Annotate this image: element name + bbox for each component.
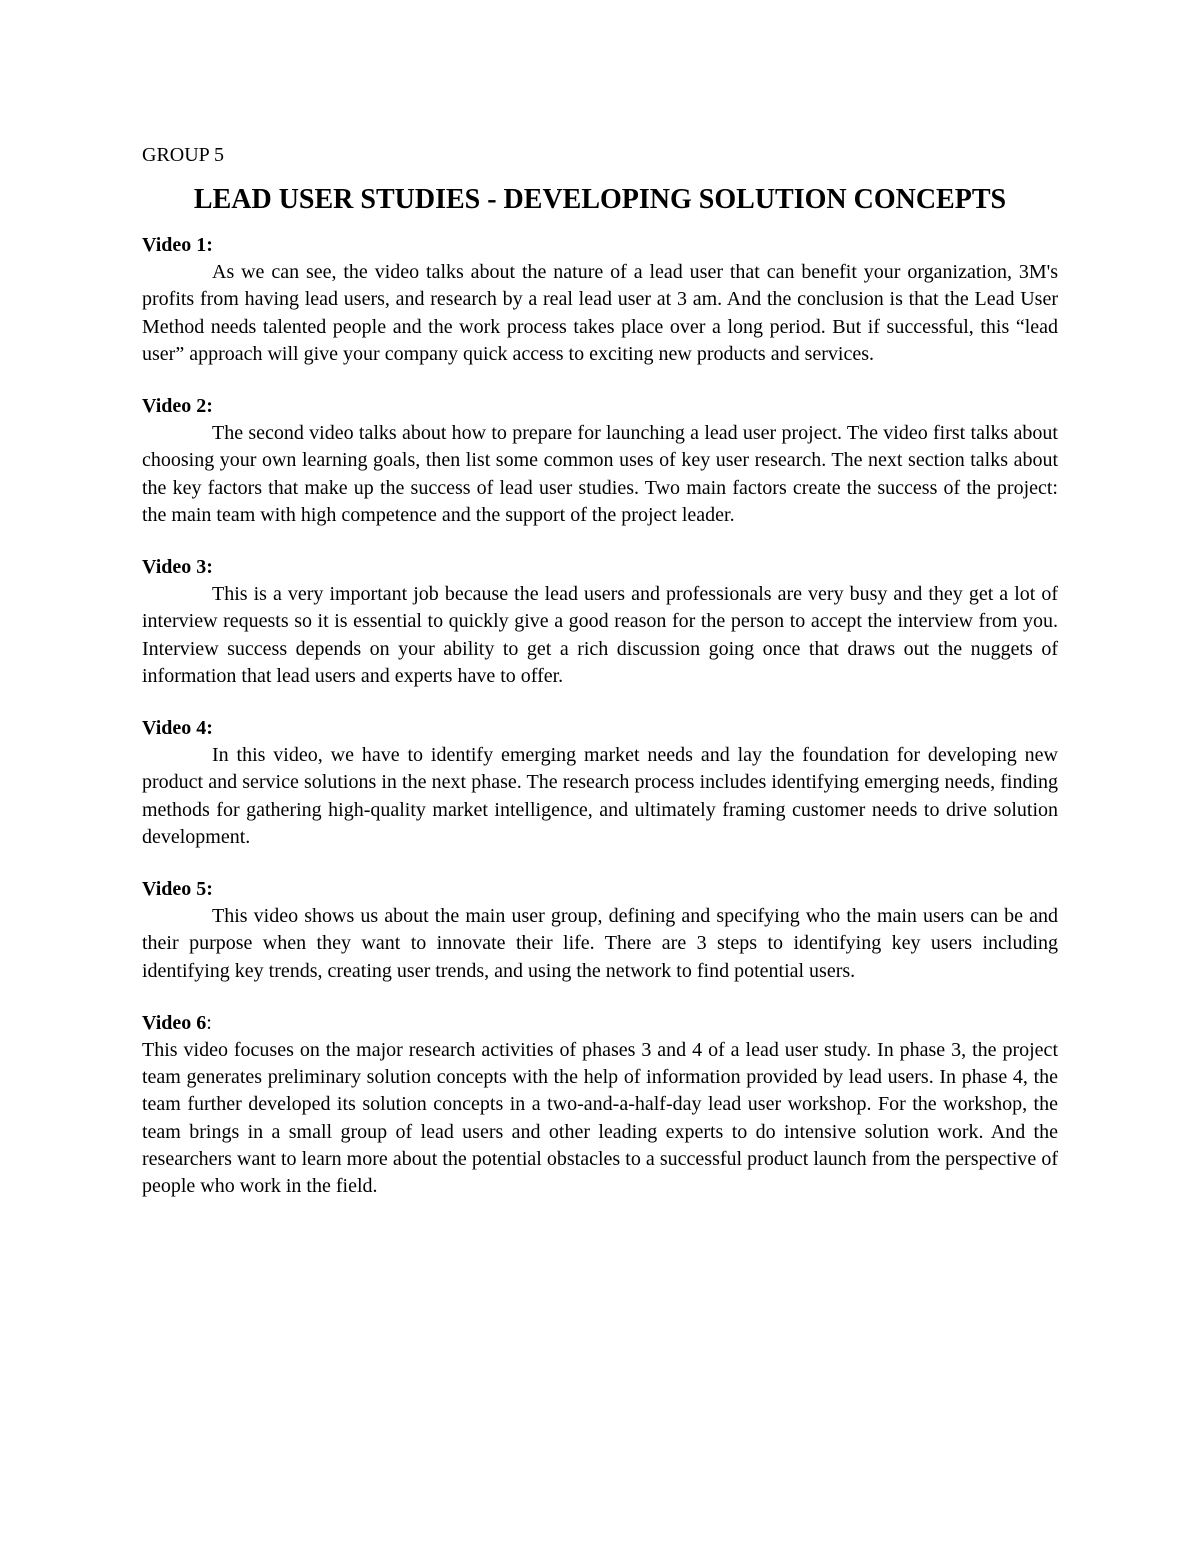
section-video-2: [142, 393, 1058, 529]
section-video-1: [142, 232, 1058, 368]
section-heading-text: Video 1: [142, 234, 207, 256]
section-heading-colon: :: [206, 717, 213, 740]
document-title: LEAD USER STUDIES - DEVELOPING SOLUTION CONCEPTS: [193, 184, 1007, 215]
section-body: This video shows us about the main user group, defining and specifying who the main users can be and their purpose when they want to innovate their life. There are 3 steps to identifying key users including identifying key trends, creating user trends, and using the network to find potential users.: [142, 905, 1058, 982]
section-body: In this video, we have to identify emerging market needs and lay the foundation for developing new product and service solutions in the next phase. The research process includes identifying emerging needs, finding methods for gathering high-quality market intelligence, and ultimately framing customer needs to drive solution development.: [142, 744, 1058, 848]
section-heading-text: Video 2: [142, 395, 207, 418]
section-heading: [142, 715, 1058, 742]
section-heading-colon: :: [206, 1011, 212, 1034]
section-heading-text: Video 4: [142, 717, 207, 740]
group-label: GROUP 5: [142, 144, 225, 166]
section-body: The second video talks about how to prepare for launching a lead user project. The video first talks about choosing your own learning goals, then list some common uses of key user research. The next section talks about the key factors that make up the success of lead user studies. Two main factors create the success of the project: the main team with high competence and the support of the project leader.: [142, 422, 1058, 526]
section-video-3: [142, 554, 1058, 690]
section-heading-text: Video 5: [142, 878, 207, 901]
section-heading-colon: :: [206, 878, 213, 901]
section-body: This video focuses on the major research activities of phases 3 and 4 of a lead user study. In phase 3, the project team generates preliminary solution concepts with the help of information provided by lead users. In phase 4, the team further developed its solution concepts in a two-and-a-half-day lead user workshop. For the workshop, the team brings in a small group of lead users and other leading experts to do intensive solution work. And the researchers want to learn more about the potential obstacles to a successful product launch from the perspective of people who work in the field.: [142, 1039, 1058, 1198]
section-heading-colon: :: [206, 556, 213, 579]
section-body: This is a very important job because the lead users and professionals are very busy and they get a lot of interview requests so it is essential to quickly give a good reason for the person to accept the interview from you. Interview success depends on your ability to get a rich discussion going once that draws out the nuggets of information that lead users and experts have to offer.: [142, 583, 1058, 687]
document-page: [142, 140, 1058, 1225]
section-heading: [142, 232, 1058, 259]
section-heading-text: Video 6: [142, 1011, 207, 1034]
section-video-5: [142, 876, 1058, 985]
section-video-6: [142, 1010, 1058, 1200]
section-heading-colon: :: [206, 395, 213, 418]
section-heading: [142, 1010, 1058, 1037]
section-heading-text: Video 3: [142, 556, 207, 579]
section-heading: [142, 876, 1058, 903]
section-heading-colon: :: [206, 234, 213, 256]
section-body: As we can see, the video talks about the nature of a lead user that can benefit your organization, 3M's profits from having lead users, and research by a real lead user at 3 am. And the conclusion is that the Lead User Method needs talented people and the work process takes place over a long period. But if successful, this “lead user” approach will give your company quick access to exciting new products and services.: [142, 261, 1058, 365]
section-heading: [142, 393, 1058, 420]
section-video-4: [142, 715, 1058, 851]
section-heading: [142, 554, 1058, 581]
